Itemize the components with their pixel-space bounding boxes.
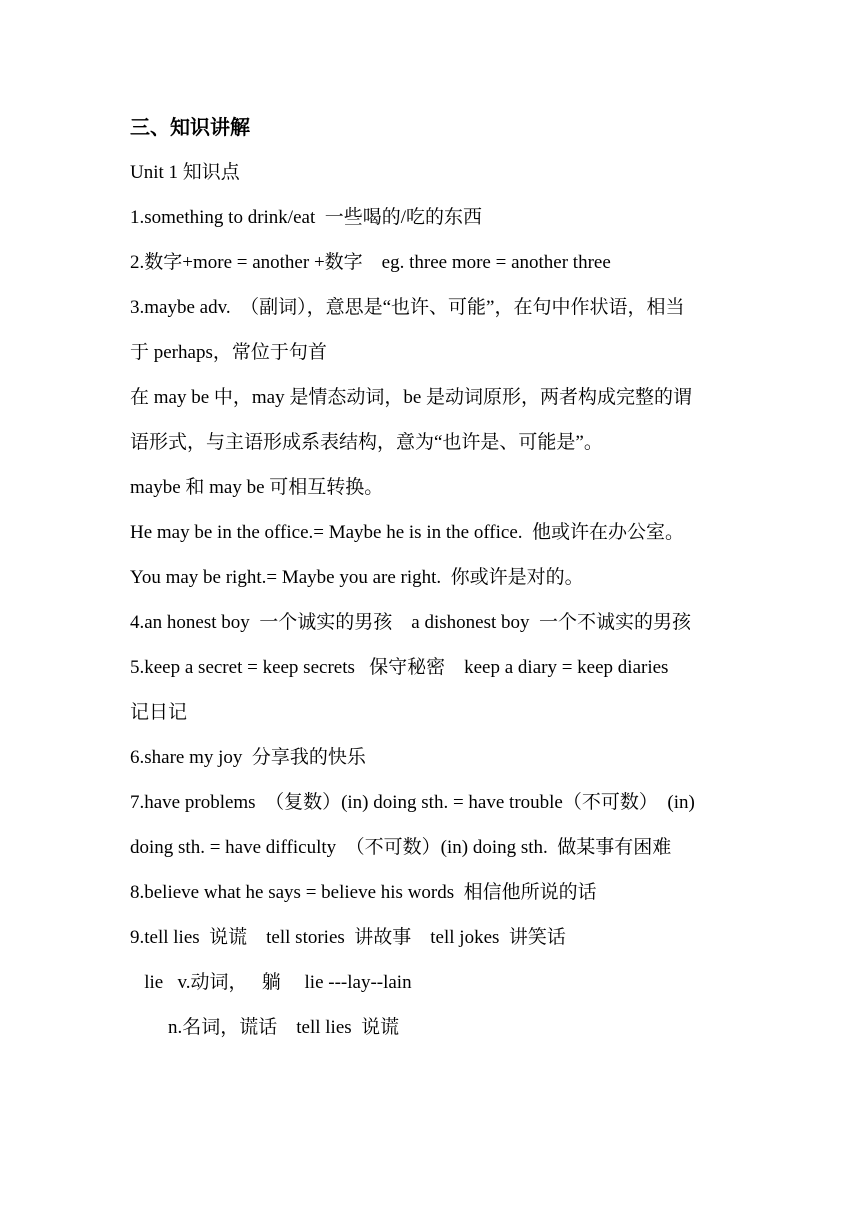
text-line: 2.数字+more = another +数字 eg. three more = another three xyxy=(130,252,611,273)
text-line: 7.have problems （复数）(in) doing sth. = have trouble（不可数） (in) xyxy=(130,792,695,813)
text-line: doing sth. = have difficulty （不可数）(in) doing sth. 做某事有困难 xyxy=(130,837,672,858)
text-line: 记日记 xyxy=(130,702,188,723)
text-line: 9.tell lies 说谎 tell stories 讲故事 tell jokes 讲笑话 xyxy=(130,927,566,948)
text-line: 8.believe what he says = believe his words 相信他所说的话 xyxy=(130,882,597,903)
text-line: lie v.动词， 躺 lie ---lay--lain xyxy=(130,972,412,993)
section-heading: 三、知识讲解 xyxy=(130,117,250,139)
text-line: 5.keep a secret = keep secrets 保守秘密 keep a diary = keep diaries xyxy=(130,657,669,678)
text-line: You may be right.= Maybe you are right. 你或许是对的。 xyxy=(130,567,584,588)
text-line: 语形式，与主语形成系表结构，意为“也许是、可能是”。 xyxy=(130,432,603,453)
text-line: 于 perhaps，常位于句首 xyxy=(130,342,327,363)
text-line: 1.something to drink/eat 一些喝的/吃的东西 xyxy=(130,207,483,228)
text-line: 在 may be 中，may 是情态动词，be 是动词原形，两者构成完整的谓 xyxy=(130,387,693,408)
text-line: 6.share my joy 分享我的快乐 xyxy=(130,747,366,768)
text-line: maybe 和 may be 可相互转换。 xyxy=(130,477,384,498)
text-line: n.名词，谎话 tell lies 说谎 xyxy=(130,1017,400,1038)
text-line: 3.maybe adv. （副词），意思是“也许、可能”，在句中作状语，相当 xyxy=(130,297,685,318)
text-line: He may be in the office.= Maybe he is in the office. 他或许在办公室。 xyxy=(130,522,685,543)
unit-title: Unit 1 知识点 xyxy=(130,162,240,183)
text-line: 4.an honest boy 一个诚实的男孩 a dishonest boy 一个不诚实的男孩 xyxy=(130,612,692,633)
